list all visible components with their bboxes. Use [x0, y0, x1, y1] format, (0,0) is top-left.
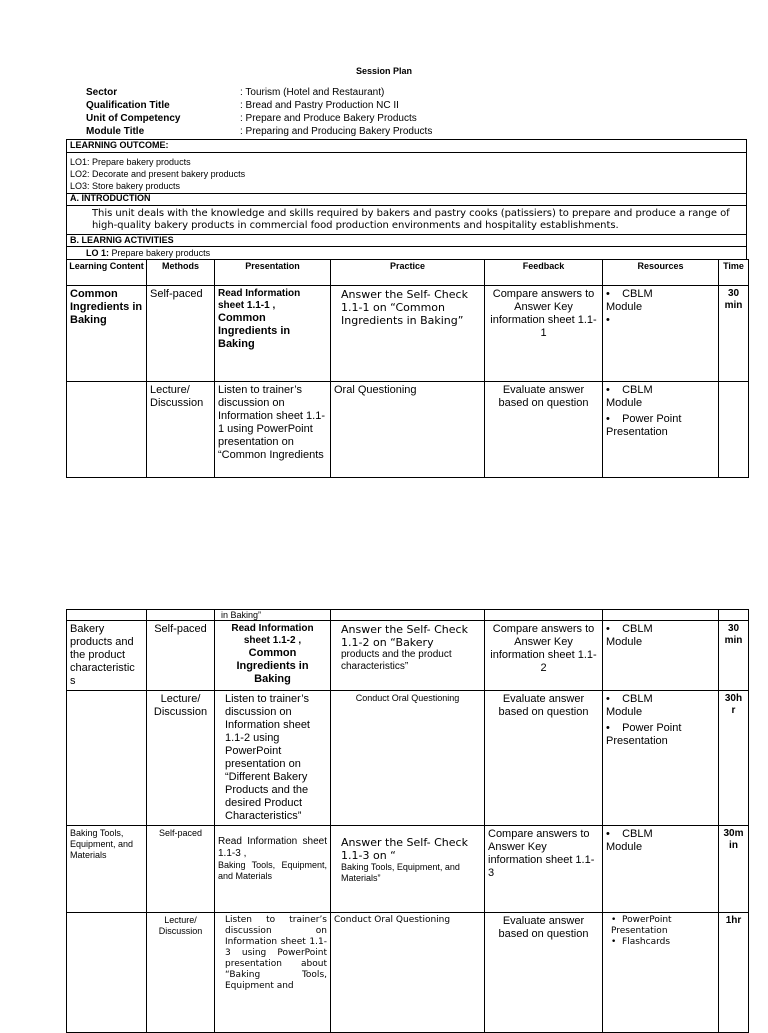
practice-line: Answer the Self- Check 1.1-3 on “ [341, 836, 468, 862]
time-cell [719, 610, 749, 621]
practice-topic: products and the product characteristics” [341, 649, 452, 672]
sector-label: Sector [86, 87, 118, 98]
presentation-line: Read Information sheet 1.1-3 , [218, 836, 327, 859]
resource-item-cont: Module [606, 301, 643, 313]
header-practice: Practice [331, 260, 485, 286]
learning-content-cell: Common Ingredients in Baking [67, 286, 147, 382]
practice-cell: Conduct Oral Questioning [331, 913, 485, 1033]
resource-item-cont: Module [606, 706, 643, 718]
feedback-cell: Compare answers to Answer Key information sheet 1.1-2 [485, 621, 603, 691]
learning-content-cell: Bakery products and the product characteristic s [67, 621, 147, 691]
practice-cell: Oral Questioning [331, 382, 485, 478]
header-learning-content: Learning Content [67, 260, 147, 286]
presentation-cell: Listen to trainer’s discussion on Information sheet 1.1-1 using PowerPoint presentation on “Common Ingredients [215, 382, 331, 478]
method-cell [147, 610, 215, 621]
table-row [67, 610, 749, 621]
feedback-cell: Evaluate answer based on question [485, 913, 603, 1033]
resource-item: • CBLM [606, 288, 653, 300]
resources-cell [603, 621, 719, 691]
activities-heading: B. LEARNIG ACTIVITIES [70, 235, 174, 245]
method-cell: Self-paced [147, 621, 215, 691]
resources-cell [603, 691, 719, 826]
presentation-topic: Common Ingredients in Baking [236, 647, 309, 685]
presentation-cell: Listen to trainer’s discussion on Information sheet 1.1-2 using PowerPoint presentation on “Different Bakery Products and the desired Product Characteristics” [215, 691, 331, 826]
presentation-line: Read Information sheet 1.1-1 , [218, 288, 301, 311]
resources-cell [603, 913, 719, 1033]
resources-cell [603, 826, 719, 913]
table-row [67, 286, 749, 382]
resource-item-cont: Module [606, 636, 643, 648]
presentation-topic: Common Ingredients in Baking [218, 312, 291, 350]
feedback-cell: Evaluate answer based on question [485, 691, 603, 826]
table-row [67, 691, 749, 826]
resource-item: • CBLM [606, 828, 653, 840]
resources-cell [603, 286, 719, 382]
presentation-cell: Listen to trainer’s discussion on Information sheet 1.1-3 using PowerPoint presentation about “Baking Tools, Equipment and [215, 913, 331, 1033]
resource-item: • Power Point Presentation [606, 722, 682, 747]
practice-cell [331, 826, 485, 913]
learning-content-cell [67, 382, 147, 478]
header-feedback: Feedback [485, 260, 603, 286]
feedback-cell: Compare answers to Answer Key information sheet 1.1-3 [485, 826, 603, 913]
divider [66, 152, 747, 153]
practice-cell: Conduct Oral Questioning [331, 691, 485, 826]
time-cell: 30 min [719, 621, 749, 691]
activity-table-continued [66, 609, 749, 1033]
feedback-cell: Compare answers to Answer Key information sheet 1.1-1 [485, 286, 603, 382]
header-time: Time [719, 260, 749, 286]
table-row [67, 382, 749, 478]
resources-cell [603, 610, 719, 621]
feedback-cell: Evaluate answer based on question [485, 382, 603, 478]
presentation-cell [215, 621, 331, 691]
presentation-topic: Baking Tools, Equipment, and Materials [218, 860, 327, 881]
unit-label: Unit of Competency [86, 113, 181, 124]
resource-item: • CBLM [606, 384, 653, 396]
divider [66, 205, 747, 206]
activity-table [66, 259, 749, 478]
feedback-cell [485, 610, 603, 621]
presentation-cell [215, 286, 331, 382]
time-cell [719, 382, 749, 478]
practice-cell: Answer the Self- Check 1.1-1 on “Common Ingredients in Baking” [331, 286, 485, 382]
practice-cell [331, 621, 485, 691]
presentation-cell [215, 826, 331, 913]
table-row [67, 913, 749, 1033]
method-cell: Lecture/ Discussion [147, 913, 215, 1033]
header-presentation: Presentation [215, 260, 331, 286]
qualification-label: Qualification Title [86, 100, 170, 111]
resource-item: • PowerPoint Presentation [611, 915, 672, 936]
table-row [67, 826, 749, 913]
resource-item: • Power Point Presentation [606, 413, 682, 438]
resource-item: • Flashcards [611, 937, 671, 947]
learning-content-cell [67, 691, 147, 826]
module-value: : Preparing and Producing Bakery Products [240, 126, 433, 137]
learning-content-cell [67, 610, 147, 621]
lo1-text: Prepare bakery products [111, 248, 211, 258]
method-cell: Lecture/ Discussion [147, 382, 215, 478]
practice-cell [331, 610, 485, 621]
presentation-line: Read Information sheet 1.1-2 , [231, 623, 314, 646]
time-cell: 1hr [719, 913, 749, 1033]
introduction-heading: A. INTRODUCTION [70, 193, 151, 203]
header-methods: Methods [147, 260, 215, 286]
module-label: Module Title [86, 126, 145, 137]
time-cell: 30h r [719, 691, 749, 826]
header-resources: Resources [603, 260, 719, 286]
lo1-prefix: LO 1: [86, 248, 110, 258]
page-title: Session Plan [355, 66, 413, 76]
resources-cell [603, 382, 719, 478]
time-cell: 30 min [719, 286, 749, 382]
table-row [67, 621, 749, 691]
resource-item: • CBLM [606, 623, 653, 635]
lo3-item: LO3: Store bakery products [70, 181, 181, 191]
learning-outcome-heading: LEARNING OUTCOME: [70, 140, 169, 150]
lo1-activity [86, 248, 210, 258]
time-cell: 30m in [719, 826, 749, 913]
resource-item-cont: Module [606, 397, 643, 409]
learning-content-cell [67, 913, 147, 1033]
learning-content-cell: Baking Tools, Equipment, and Materials [67, 826, 147, 913]
introduction-text: This unit deals with the knowledge and skills required by bakers and pastry cooks (patissiers) to prepare and produce a range of high-quality bakery products in commercial food production environments and hospitality establishments. [92, 208, 730, 231]
practice-line: Answer the Self- Check 1.1-2 on “Bakery [341, 623, 468, 649]
sector-value: : Tourism (Hotel and Restaurant) [240, 87, 385, 98]
method-cell: Self-paced [147, 286, 215, 382]
resource-item: • [606, 314, 610, 326]
practice-topic: Baking Tools, Equipment, and Materials” [341, 862, 460, 883]
unit-value: : Prepare and Produce Bakery Products [240, 113, 417, 124]
divider [66, 246, 747, 247]
lo1-item: LO1: Prepare bakery products [70, 157, 191, 167]
resource-item: • CBLM [606, 693, 653, 705]
method-cell: Self-paced [147, 826, 215, 913]
qualification-value: : Bread and Pastry Production NC II [240, 100, 399, 111]
lo2-item: LO2: Decorate and present bakery products [70, 169, 246, 179]
resource-item-cont: Module [606, 841, 643, 853]
presentation-cell: in Baking” [215, 610, 331, 621]
method-cell: Lecture/ Discussion [147, 691, 215, 826]
